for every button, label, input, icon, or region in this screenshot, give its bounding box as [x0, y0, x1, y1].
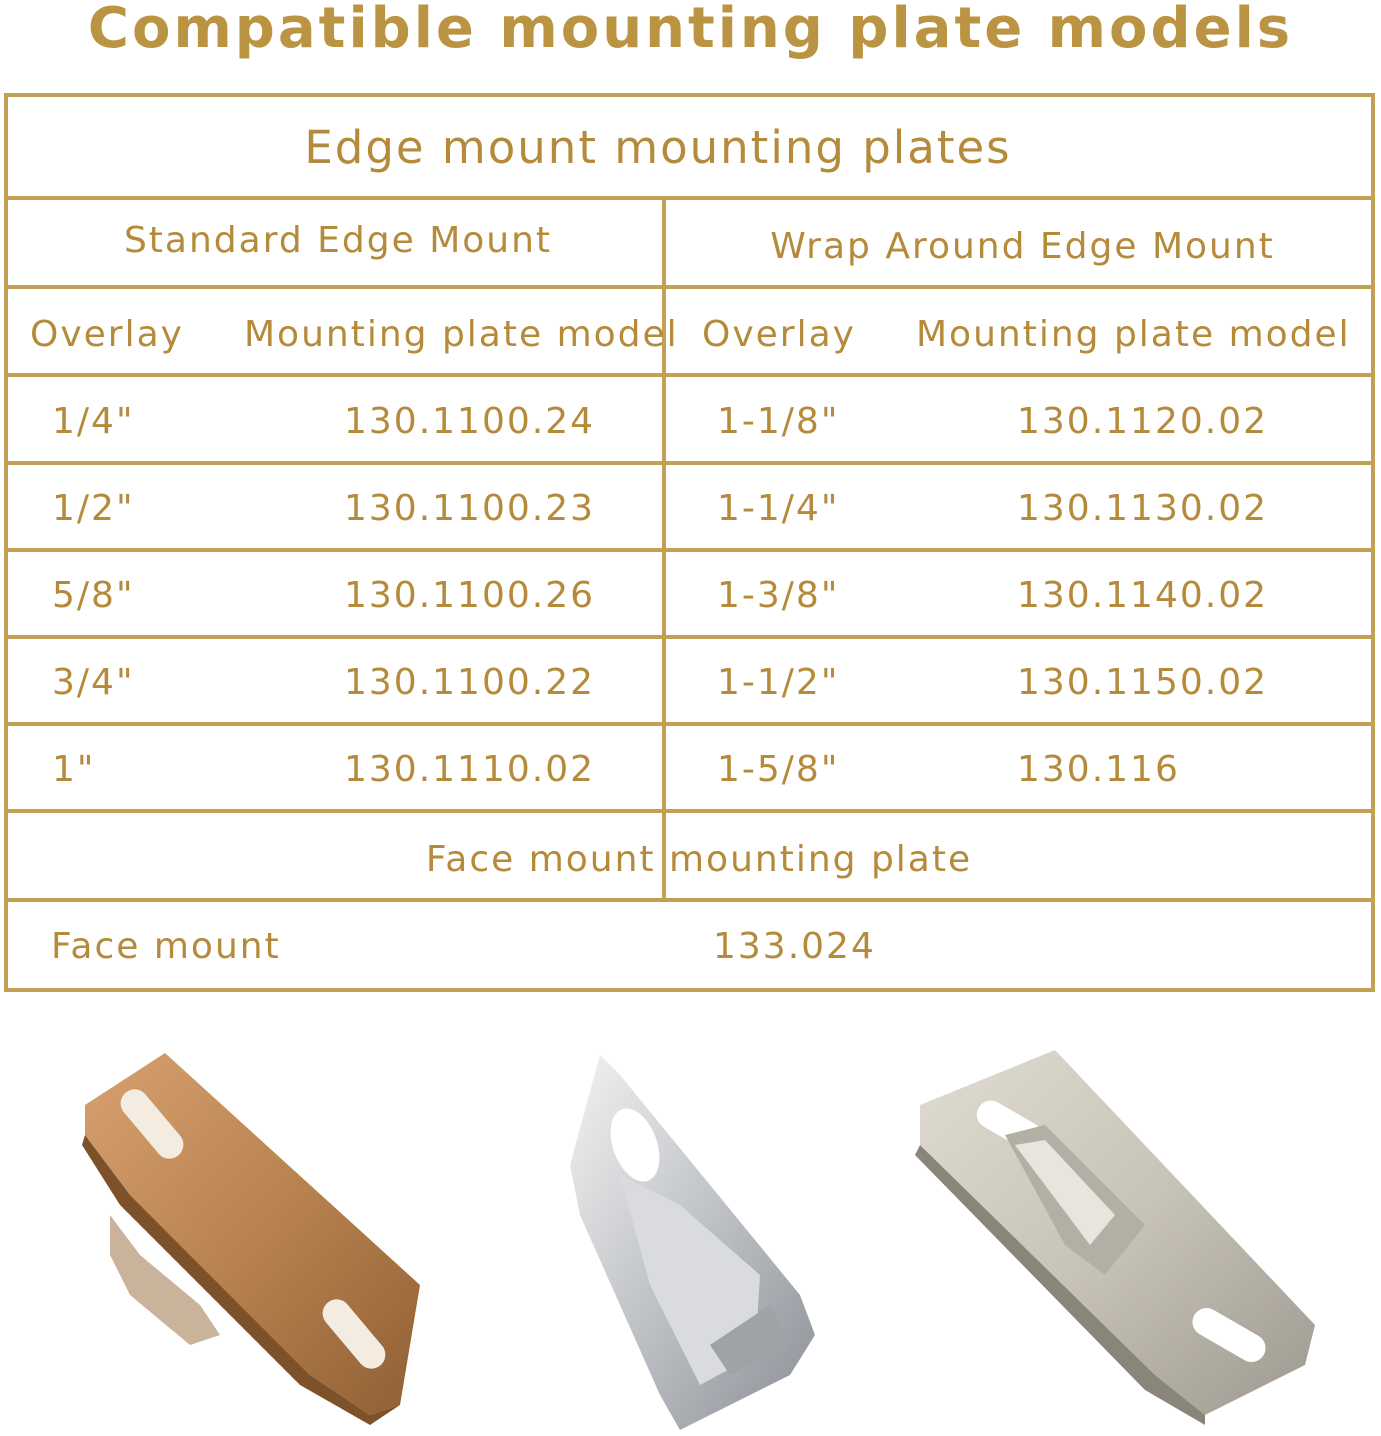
table-cell: 1-5/8" — [717, 749, 840, 790]
gold-mounting-plate-image — [70, 1045, 450, 1425]
divider — [8, 898, 1371, 902]
page-title: Compatible mounting plate models — [87, 0, 1294, 61]
table-cell: 3/4" — [52, 662, 135, 703]
silver-mounting-plate-image — [560, 1045, 830, 1430]
nickel-mounting-plate-image — [915, 1045, 1325, 1425]
divider — [8, 635, 1371, 639]
divider — [662, 196, 666, 902]
table-cell: 130.1110.02 — [344, 749, 596, 790]
mounting-plate-table — [4, 93, 1375, 992]
table-cell: 1-1/8" — [717, 401, 840, 442]
table-cell: 130.116 — [1017, 749, 1180, 790]
table-cell: 1-3/8" — [717, 575, 840, 616]
table-cell: 1-1/4" — [717, 488, 840, 529]
column-header-model: Mounting plate model — [244, 314, 679, 355]
divider — [8, 548, 1371, 552]
divider — [8, 285, 1371, 289]
table-cell: 1-1/2" — [717, 662, 840, 703]
column-header-model: Mounting plate model — [916, 314, 1351, 355]
table-cell: 1/2" — [52, 488, 135, 529]
table-cell: 5/8" — [52, 575, 135, 616]
table-cell: 130.1150.02 — [1017, 662, 1269, 703]
group-header-standard: Standard Edge Mount — [123, 220, 553, 261]
divider — [8, 809, 1371, 813]
table-cell: 130.1100.24 — [344, 401, 596, 442]
divider — [8, 373, 1371, 377]
table-cell: 130.1100.22 — [344, 662, 596, 703]
section-title-edge-mount: Edge mount mounting plates — [304, 121, 1012, 174]
table-cell: 130.1130.02 — [1017, 488, 1269, 529]
table-cell: 130.1140.02 — [1017, 575, 1269, 616]
table-cell: Face mount — [51, 926, 281, 967]
table-cell: 130.1100.26 — [344, 575, 596, 616]
divider — [8, 461, 1371, 465]
section-title-face-mount: Face mount mounting plate — [425, 839, 973, 880]
column-header-overlay: Overlay — [30, 314, 184, 355]
group-header-wrap-around: Wrap Around Edge Mount — [770, 226, 1275, 267]
table-cell: 130.1100.23 — [344, 488, 596, 529]
table-cell: 133.024 — [713, 926, 876, 967]
divider — [8, 196, 1371, 200]
table-cell: 130.1120.02 — [1017, 401, 1269, 442]
table-cell: 1/4" — [52, 401, 135, 442]
divider — [8, 722, 1371, 726]
column-header-overlay: Overlay — [702, 314, 856, 355]
table-cell: 1" — [52, 749, 96, 790]
